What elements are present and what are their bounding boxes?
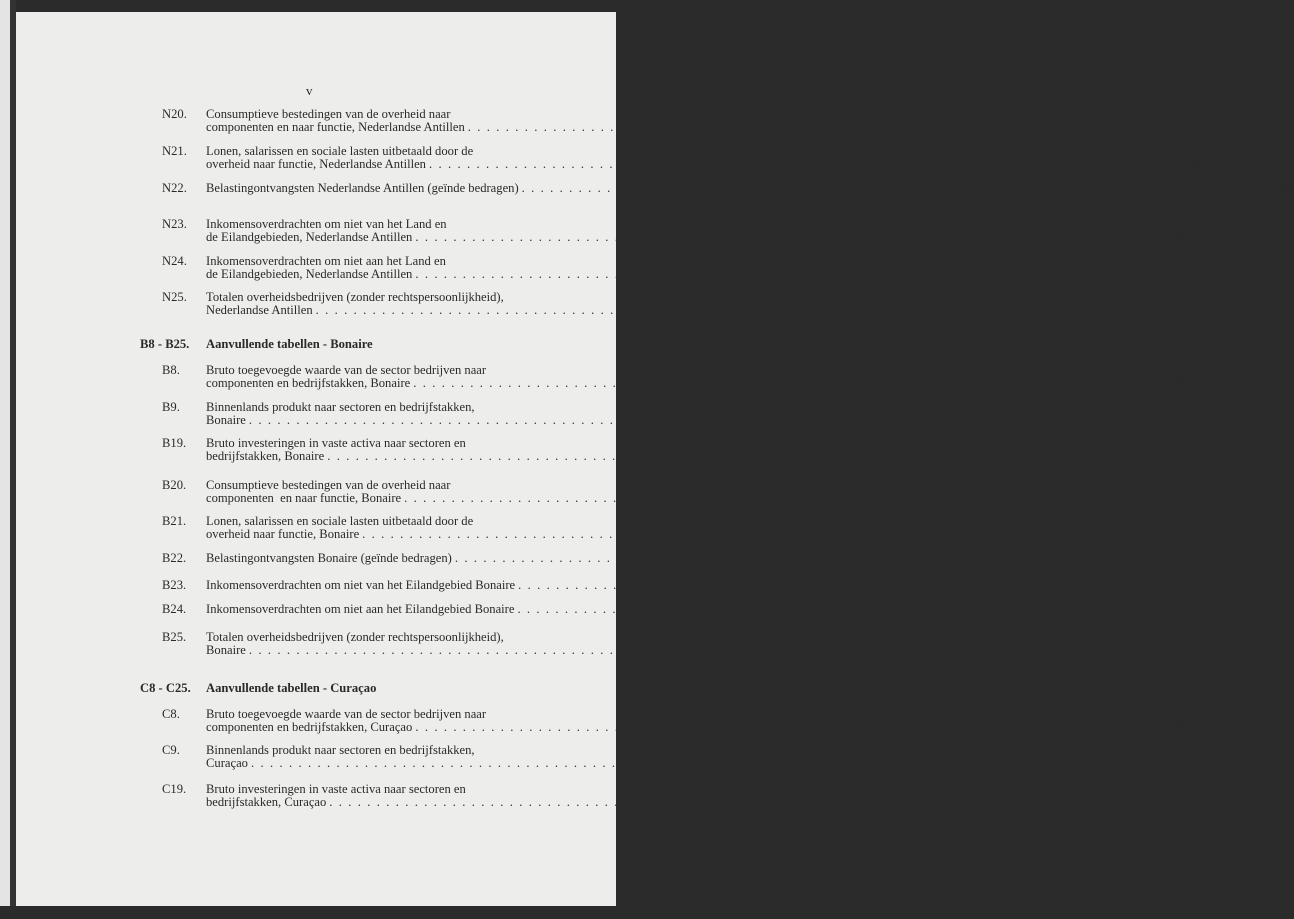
- entry-code: B8.: [162, 363, 180, 377]
- entry-code: B21.: [162, 514, 187, 528]
- entry-title: [206, 107, 1240, 134]
- entry-page-number: 78: [1008, 643, 1021, 657]
- entry-line: [206, 181, 1294, 195]
- entry-title: [206, 290, 1088, 317]
- entry-title: [206, 578, 1291, 592]
- entry-code: B23.: [162, 578, 187, 592]
- entry-page-number: 83: [1010, 756, 1023, 770]
- entry-title: [206, 630, 1021, 657]
- dot-leader: . . . . . . . . . . . . . . . . . . . . . . . . . . . . . . . . . . . . . . . . . . . . . . . . . . . . . . . . . . . . . . . . . . . . . . . . . . . . . . . .: [413, 376, 1169, 390]
- dot-leader: . . . . . . . . . . . . . . . . . . . . . . . . . . . . . . . . . . . . . . . . . . . . . . . . . . . . . . . . . . . . . . . . . . . . . . . . . . . . . . . .: [518, 578, 1274, 592]
- entry-text: Bruto investeringen in vaste activa naar sectoren en: [206, 782, 466, 796]
- entry-text: Totalen overheidsbedrijven (zonder rechtspersoonlijkheid),: [206, 630, 504, 644]
- entry-page-number: 68: [1172, 376, 1186, 390]
- entry-code: N21.: [162, 144, 187, 158]
- entry-line: [206, 551, 1227, 565]
- entry-title: [206, 363, 1186, 390]
- entry-line: [206, 527, 1135, 541]
- entry-text: Inkomensoverdrachten om niet aan het Land en: [206, 254, 446, 268]
- dot-leader: . . . . . . . . . . . . . . . . . . . . . . . . . . . . . . . . . . . . . . . . . . . . . . . . . . . . . . . . . . . . . . . . . . . . . . . . . . . . . . . .: [415, 230, 1171, 244]
- entry-title: [206, 144, 1201, 171]
- entry-line: [206, 376, 1186, 390]
- entry-line: [206, 267, 1188, 281]
- page-number: v: [306, 83, 313, 98]
- entry-title: [206, 400, 1021, 427]
- entry-title: [206, 551, 1227, 565]
- entry-text: componenten en naar functie, Nederlandse Antillen: [206, 120, 465, 134]
- dot-leader: . . . . . . . . . . . . . . . . . . . . . . . . . . . . . . . . . . . . . . . . . . . . . . . . . . . . . . . . . . . . . . . . . . . . . . . . . . . . . . . .: [415, 267, 1171, 281]
- entry-text: bedrijfstakken, Curaçao: [206, 795, 327, 809]
- entry-text: Inkomensoverdrachten om niet van het Land en: [206, 217, 447, 231]
- entry-title: [206, 254, 1188, 281]
- entry-code: B8 - B25.: [140, 337, 190, 351]
- dot-leader: . . . . . . . . . . . . . . . . . . . . . . . . . . . . . . . . . . . . . . . . . . . . . . . . . . . . . . . . . . . . . . . . . . . . . . . . . . . . . . . .: [250, 756, 1006, 770]
- entry-title: [206, 181, 1294, 195]
- entry-line: [206, 449, 1100, 463]
- entry-title: [206, 682, 551, 695]
- entry-text: Nederlandse Antillen: [206, 303, 313, 317]
- entry-title: [206, 436, 1100, 463]
- entry-page-number: 75: [1214, 551, 1227, 565]
- dot-leader: . . . . . . . . . . . . . . . . . . . . . . . . . . . . . . . . . . . . . . . . . . . . . . . . . . . . . . . . . . . . . . . . . . . . . . . . . . . . . . . .: [415, 720, 1171, 734]
- entry-line: [206, 720, 1188, 734]
- entry-text: Binnenlands produkt naar sectoren en bedrijfstakken,: [206, 743, 475, 757]
- dot-leader: . . . . . . . . . . . . . . . . . . . . . . . . . . . . . . . . . . . . . . . . . . . . . . . . . . . . . . . . . . . . . . . . . . . . . . . . . . . . . . . .: [248, 643, 1004, 657]
- entry-page-number: 63: [1174, 230, 1188, 244]
- dot-leader: . . . . . . . . . . . . . . . . . . . . . . . . . . . . . . . . . . . . . . . . . . . . . . . . . . . . . . . . . . . . . . . . . . . . . . . . . . . . . . . .: [327, 449, 1083, 463]
- dot-leader: . . . . . . . . . . . . . . . . . . . . . . . . . . . . . . . . . . . . . . . . . . . . . . . . . . . . . . . . . . . . . . . . . . . . . . . . . . . . . . . .: [467, 120, 1223, 134]
- entry-page-number: 84: [1088, 795, 1102, 809]
- entry-text: Lonen, salarissen en sociale lasten uitbetaald door de: [206, 144, 474, 158]
- entry-line: [206, 413, 1021, 427]
- scan-margin: [0, 0, 10, 906]
- entry-code: B9.: [162, 400, 180, 414]
- entry-page-number: 74: [1121, 527, 1135, 541]
- entry-title: [206, 602, 1290, 616]
- entry-text: overheid naar functie, Bonaire: [206, 527, 360, 541]
- entry-line: [206, 795, 1102, 809]
- entry-text: bedrijfstakken, Bonaire: [206, 449, 325, 463]
- entry-text: componenten en bedrijfstakken, Curaçao: [206, 720, 413, 734]
- entry-page-number: 65: [1075, 303, 1088, 317]
- entry-line: [206, 578, 1291, 592]
- dot-leader: . . . . . . . . . . . . . . . . . . . . . . . . . . . . . . . . . . . . . . . . . . . . . . . . . . . . . . . . . . . . . . . . . . . . . . . . . . . . . . . .: [517, 602, 1273, 616]
- entry-text: Belastingontvangsten Nederlandse Antillen (geïnde bedragen): [206, 181, 519, 195]
- entry-text: Consumptieve bestedingen van de overheid naar: [206, 478, 451, 492]
- entry-line: [206, 602, 1290, 616]
- entry-title: [206, 514, 1135, 541]
- dot-leader: . . . . . . . . . . . . . . . . . . . . . . . . . . . . . . . . . . . . . . . . . . . . . . . . . . . . . . . . . . . . . . . . . . . . . . . . . . . . . . . .: [315, 303, 1071, 317]
- dot-leader: . . . . . . . . . . . . . . . . . . . . . . . . . . . . . . . . . . . . . . . . . . . . . . . . . . . . . . . . . . . . . . . . . . . . . . . . . . . . . . . .: [454, 551, 1210, 565]
- entry-text: Bruto investeringen in vaste activa naar sectoren en: [206, 436, 466, 450]
- dot-leader: . . . . . . . . . . . . . . . . . . . . . . . . . . . . . . . . . . . . . . . . . . . . . . . . . . . . . . . . . . . . . . . . . . . . . . . . . . . . . . . .: [521, 181, 1277, 195]
- entry-title: [206, 743, 1023, 770]
- entry-line: [206, 491, 1177, 505]
- entry-text: Bruto toegevoegde waarde van de sector bedrijven naar: [206, 363, 487, 377]
- entry-text: Consumptieve bestedingen van de overheid naar: [206, 107, 451, 121]
- dot-leader: . . . . . . . . . . . . . . . . . . . . . . . . . . . . . . . . . . . . . . . . . . . . . . . . . . . . . . . . . . . . . . . . . . . . . . . . . . . . . . . .: [428, 157, 1184, 171]
- entry-text: Aanvullende tabellen - Bonaire: [206, 337, 373, 351]
- entry-code: B24.: [162, 602, 187, 616]
- entry-code: N22.: [162, 181, 187, 195]
- entry-page-number: 80: [1174, 720, 1188, 734]
- entry-text: Curaçao: [206, 756, 248, 770]
- entry-code: N23.: [162, 217, 187, 231]
- entry-line: [206, 338, 551, 351]
- dot-leader: . . . . . . . . . . . . . . . . . . . . . . . . . . . . . . . . . . . . . . . . . . . . . . . . . . . . . . . . . . . . . . . . . . . . . . . . . . . . . . . .: [248, 413, 1004, 427]
- entry-text: componenten en bedrijfstakken, Bonaire: [206, 376, 411, 390]
- entry-text: Inkomensoverdrachten om niet aan het Eilandgebied Bonaire: [206, 602, 515, 616]
- entry-text: Binnenlands produkt naar sectoren en bedrijfstakken,: [206, 400, 475, 414]
- entry-code: N20.: [162, 107, 187, 121]
- dot-leader: . . . . . . . . . . . . . . . . . . . . . . . . . . . . . . . . . . . . . . . . . . . . . . . . . . . . . . . . . . . . . . . . . . . . . . . . . . . . . . . .: [362, 527, 1118, 541]
- entry-text: Bonaire: [206, 413, 246, 427]
- entry-page-number: 61: [1188, 157, 1201, 171]
- entry-title: [206, 707, 1188, 734]
- entry-code: B22.: [162, 551, 187, 565]
- entry-text: Lonen, salarissen en sociale lasten uitbetaald door de: [206, 514, 474, 528]
- entry-line: [206, 230, 1188, 244]
- entry-title: [206, 338, 551, 351]
- entry-code: C9.: [162, 743, 180, 757]
- entry-text: de Eilandgebieden, Nederlandse Antillen: [206, 230, 413, 244]
- entry-page-number: 60: [1227, 120, 1240, 134]
- entry-line: [206, 756, 1023, 770]
- entry-line: [206, 157, 1201, 171]
- entry-page-number: 62: [1281, 181, 1294, 195]
- entry-text: componenten en naar functie, Bonaire: [206, 491, 402, 505]
- entry-text: overheid naar functie, Nederlandse Antillen: [206, 157, 426, 171]
- entry-code: B19.: [162, 436, 187, 450]
- entry-title: [206, 217, 1188, 244]
- entry-text: de Eilandgebieden, Nederlandse Antillen: [206, 267, 413, 281]
- entry-page-number: 76: [1277, 578, 1291, 592]
- entry-text: Aanvullende tabellen - Curaçao: [206, 681, 377, 695]
- entry-page-number: 64: [1174, 267, 1188, 281]
- entry-text: Totalen overheidsbedrijven (zonder rechtspersoonlijkheid),: [206, 290, 504, 304]
- entry-text: Belastingontvangsten Bonaire (geïnde bedragen): [206, 551, 452, 565]
- entry-code: C19.: [162, 782, 187, 796]
- entry-line: [206, 120, 1240, 134]
- entry-text: Bonaire: [206, 643, 246, 657]
- entry-page-number: 77: [1276, 602, 1290, 616]
- entry-code: C8.: [162, 707, 180, 721]
- dot-leader: . . . . . . . . . . . . . . . . . . . . . . . . . . . . . . . . . . . . . . . . . . . . . . . . . . . . . . . . . . . . . . . . . . . . . . . . . . . . . . . .: [329, 795, 1085, 809]
- entry-title: [206, 478, 1177, 505]
- entry-title: [206, 782, 1102, 809]
- entry-page-number: 73: [1163, 491, 1177, 505]
- dot-leader: . . . . . . . . . . . . . . . . . . . . . . . . . . . . . . . . . . . . . . . . . . . . . . . . . . . . . . . . . . . . . . . . . . . . . . . . . . . . . . . .: [404, 491, 1160, 505]
- entry-code: B20.: [162, 478, 187, 492]
- entry-code: B25.: [162, 630, 187, 644]
- entry-line: [206, 643, 1021, 657]
- entry-code: N24.: [162, 254, 187, 268]
- entry-text: Inkomensoverdrachten om niet van het Eilandgebied Bonaire: [206, 578, 516, 592]
- entry-code: N25.: [162, 290, 187, 304]
- entry-text: Bruto toegevoegde waarde van de sector bedrijven naar: [206, 707, 487, 721]
- entry-line: [206, 303, 1088, 317]
- entry-line: [206, 682, 551, 695]
- entry-page-number: 72: [1086, 449, 1100, 463]
- entry-code: C8 - C25.: [140, 681, 191, 695]
- entry-page-number: 71: [1008, 413, 1021, 427]
